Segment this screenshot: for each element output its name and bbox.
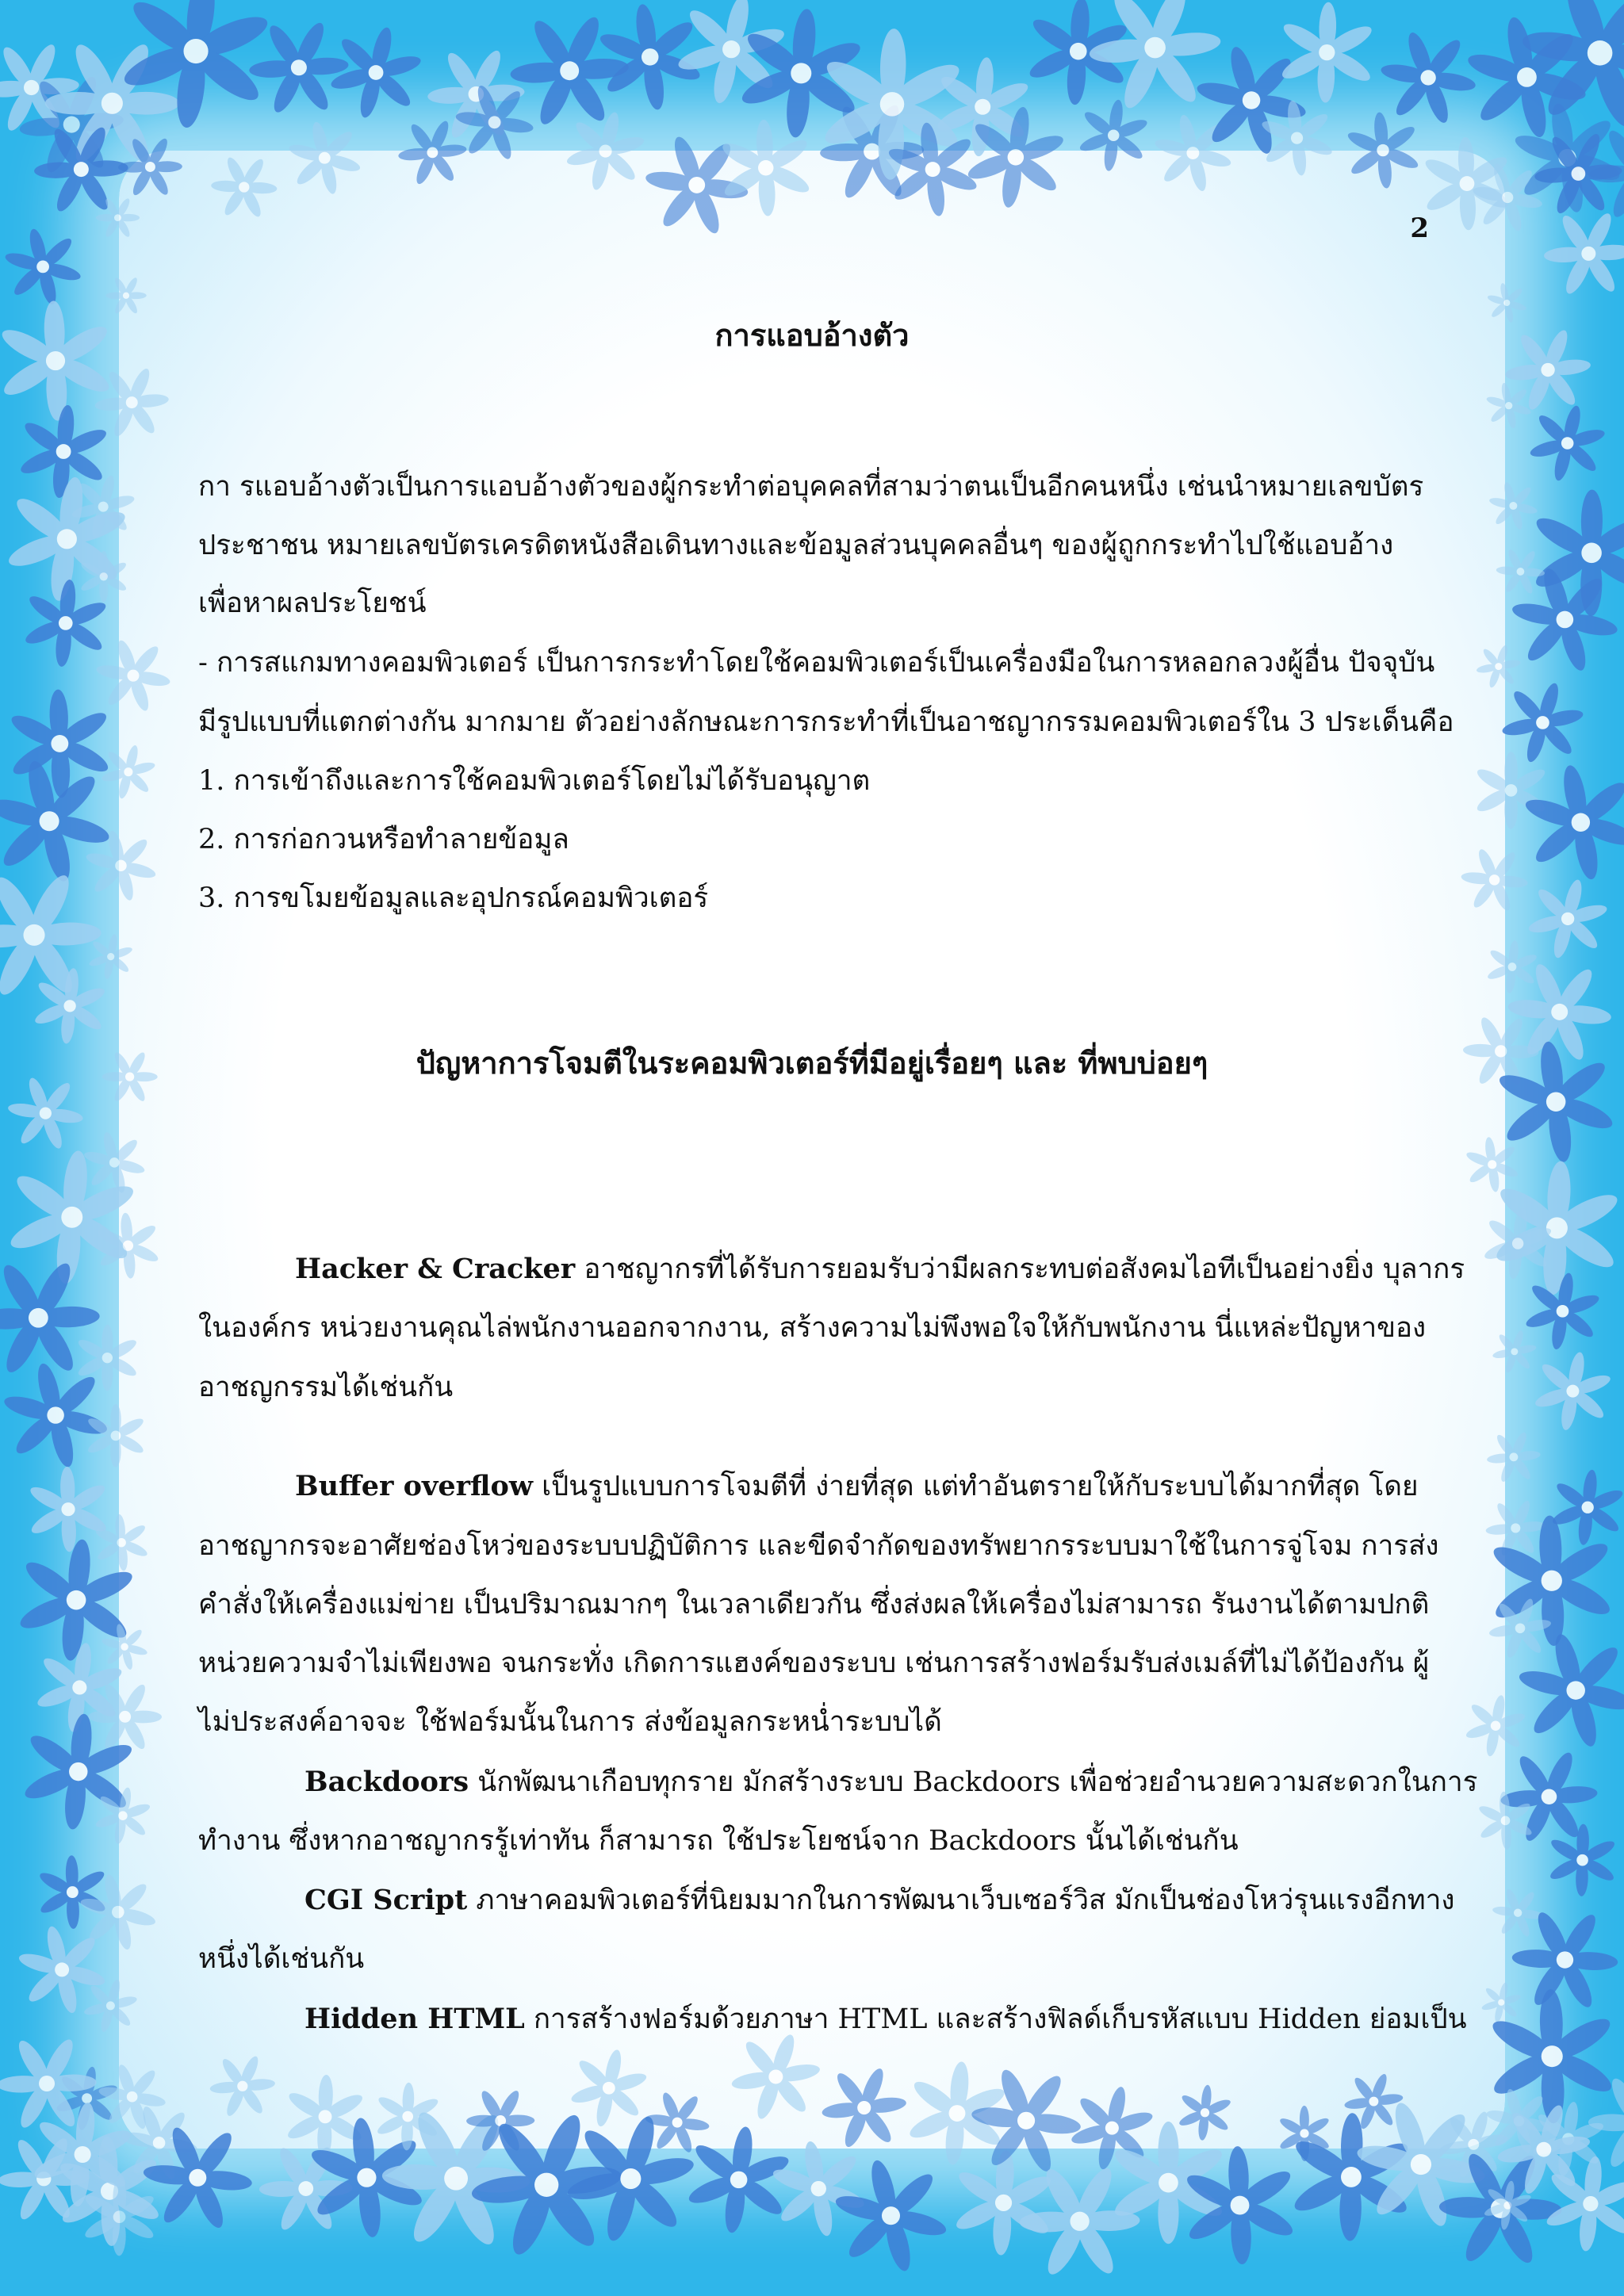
para1-line-2: ประชาชน หมายเลขบัตรเครดิตหนังสือเดินทางและข้อมูลส่วนบุคคลอื่นๆ ของผู้ถูกกระทำไปใช้แอบอ้าง: [198, 530, 1394, 561]
para1-line-1: กา รแอบอ้างตัวเป็นการแอบอ้างตัวของผู้กระทำต่อบุคคลที่สามว่าตนเป็นอีกคนหนึ่ง เช่นนำหมายเลขบัตร: [198, 471, 1424, 503]
buffer-line-2: อาชญากรจะอาศัยช่องโหว่ของระบบปฏิบัติการ และขีดจำกัดของทรัพยากรระบบมาใช้ในการจู่โจม การส่ง: [198, 1530, 1439, 1562]
hacker-line-1: [295, 1251, 1465, 1288]
cgi-first-text: ภาษาคอมพิวเตอร์ที่นิยมมากในการพัฒนาเว็บเซอร์วิส มักเป็นช่องโหว่รุนแรงอีกทาง: [467, 1885, 1455, 1916]
para1-line-5: มีรูปแบบที่แตกต่างกัน มากมาย ตัวอย่างลักษณะการกระทำที่เป็นอาชญากรรมคอมพิวเตอร์ใน 3 ประเด็นคือ: [198, 706, 1454, 738]
backdoors-first-text: นักพัฒนาเกือบทุกราย มักสร้างระบบ Backdoors เพื่อช่วยอำนวยความสะดวกในการ: [469, 1766, 1478, 1798]
buffer-first-text: เป็นรูปแบบการโจมตีที่ ง่ายที่สุด แต่ทำอันตรายให้กับระบบได้มากที่สุด โดย: [532, 1471, 1419, 1502]
backdoors-term: Backdoors: [304, 1766, 469, 1798]
list-item-1: 1. การเข้าถึงและการใช้คอมพิวเตอร์โดยไม่ได้รับอนุญาต: [198, 765, 871, 797]
buffer-line-4: หน่วยความจำไม่เพียงพอ จนกระทั่ง เกิดการแฮงค์ของระบบ เช่นการสร้างฟอร์มรับส่งเมล์ที่ไม่ได้ป้องกัน ผู้: [198, 1647, 1430, 1679]
para1-line-4: - การสแกมทางคอมพิวเตอร์ เป็นการกระทำโดยใช้คอมพิวเตอร์เป็นเครื่องมือในการหลอกลวงผู้อื่น ปัจจุบัน: [198, 647, 1435, 679]
para1-line-3: เพื่อหาผลประโยชน์: [198, 587, 427, 619]
hacker-first-text: อาชญากรที่ได้รับการยอมรับว่ามีผลกระทบต่อสังคมไอทีเป็นอย่างยิ่ง บุลากร: [575, 1253, 1465, 1285]
backdoors-line-2: ทำงาน ซึ่งหากอาชญากรรู้เท่าทัน ก็สามารถ ใช้ประโยชน์จาก Backdoors นั้นได้เช่นกัน: [198, 1825, 1239, 1857]
hidden-line-1: [304, 2001, 1467, 2038]
cgi-line-2: หนึ่งได้เช่นกัน: [198, 1943, 365, 1975]
hidden-first-text: การสร้างฟอร์มด้วยภาษา HTML และสร้างฟิลด์เก็บรหัสแบบ Hidden ย่อมเป็น: [524, 2003, 1467, 2035]
list-item-2: 2. การก่อกวนหรือทำลายข้อมูล: [198, 824, 569, 855]
buffer-line-3: คำสั่งให้เครื่องแม่ข่าย เป็นปริมาณมากๆ ในเวลาเดียวกัน ซึ่งส่งผลให้เครื่องไม่สามารถ รันงานได้ตามปกติ: [198, 1589, 1430, 1621]
page-number: 2: [1410, 212, 1429, 244]
buffer-term: Buffer overflow: [295, 1470, 533, 1502]
heading-attacks: ปัญหาการโจมตีในระคอมพิวเตอร์ที่มีอยู่เรื่อยๆ และ ที่พบบ่อยๆ: [416, 1045, 1208, 1081]
cgi-term: CGI Script: [304, 1884, 468, 1916]
hidden-term: Hidden HTML: [304, 2003, 525, 2035]
hacker-term: Hacker & Cracker: [295, 1253, 576, 1285]
backdoors-line-1: [304, 1764, 1477, 1800]
heading-impersonation: การแอบอ้างตัว: [714, 317, 910, 353]
buffer-line-5: ไม่ประสงค์อาจจะ ใช้ฟอร์มนั้นในการ ส่งข้อมูลกระหน่ำระบบได้: [198, 1706, 942, 1738]
buffer-line-1: [295, 1468, 1419, 1505]
hacker-line-3: อาชญกรรมได้เช่นกัน: [198, 1372, 454, 1403]
list-item-3: 3. การขโมยข้อมูลและอุปกรณ์คอมพิวเตอร์: [198, 882, 709, 914]
cgi-line-1: [304, 1882, 1454, 1919]
hacker-line-2: ในองค์กร หน่วยงานคุณไล่พนักงานออกจากงาน, สร้างความไม่พึงพอใจให้กับพนักงาน นี่แหล่ะปัญหาของ: [198, 1312, 1427, 1344]
